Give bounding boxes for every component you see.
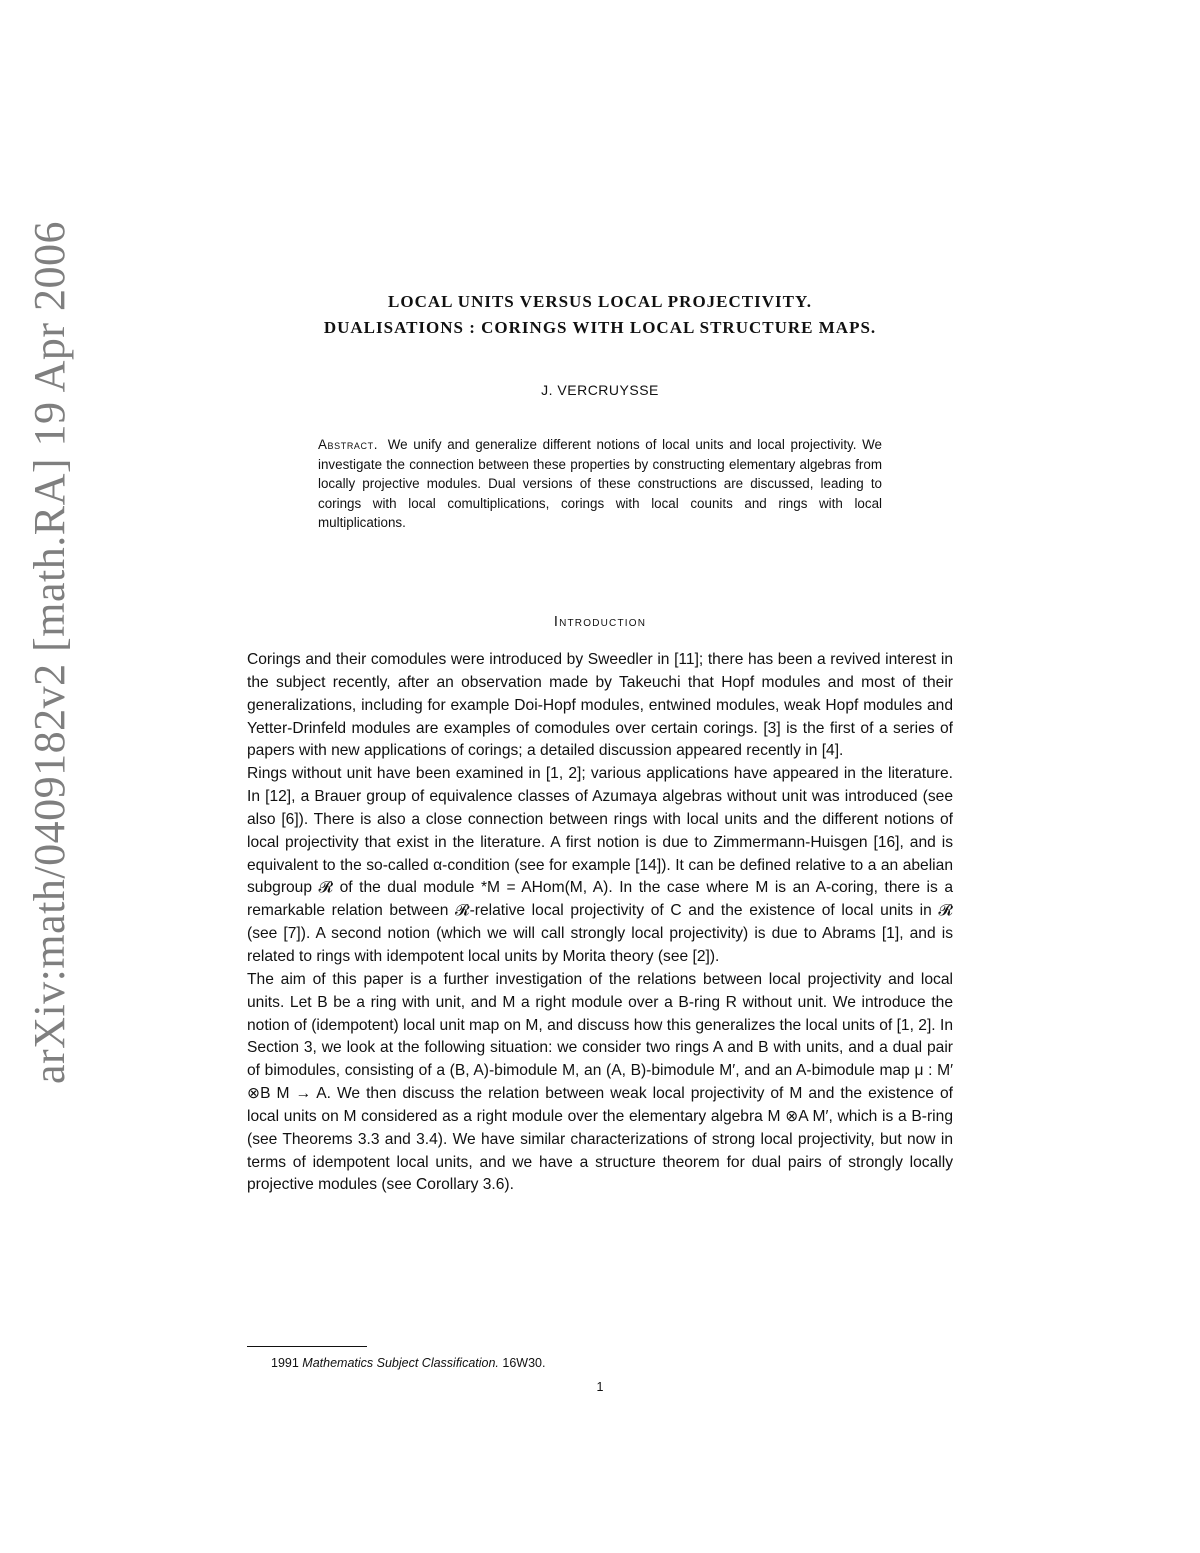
abstract-block — [318, 435, 882, 533]
paragraph-corings: Corings and their comodules were introduced by Sweedler in [11]; there has been a revived interest in the subject recently, after an observation made by Takeuchi that Hopf modules and most of their generalizations, including for example Doi-Hopf modules, entwined modules, weak Hopf modules and Yetter-Drinfeld modules are examples of comodules over certain corings. [3] is the first of a series of papers with new applications of corings; a detailed discussion appeared recently in [4]. — [247, 651, 953, 760]
section-heading-introduction: Introduction — [553, 614, 647, 630]
abstract-text: We unify and generalize different notions of local units and local projectivity. We investigate the connection between these properties by constructing elementary algebras from locally projective modules. Dual versions of these constructions are discussed, leading to corings with local comultiplications, corings with local counits and rings with local multiplications. — [318, 437, 882, 531]
footnote-msc — [271, 1356, 545, 1370]
introduction-body — [247, 649, 953, 1197]
paragraph-aim: The aim of this paper is a further investigation of the relations between local projectivity and local units. Let B be a ring with unit, and M a right module over a B-ring R without unit. We introduce the notion of (idempotent) local unit map on M, and discuss how this generalizes the local units of [1, 2]. In Section 3, we look at the following situation: we consider two rings A and B with units, and a dual pair of bimodules, consisting of a (B, A)-bimodule M, an (A, B)-bimodule M′, and an A-bimodule map μ : M′ ⊗B M → A. We then discuss the relation between weak local projectivity of M and the existence of local units on M considered as a right module over the elementary algebra M ⊗A M′, which is a B-ring (see Theorems 3.3 and 3.4). We have similar characterizations of strong local projectivity, but now in terms of idempotent local units, and we have a structure theorem for dual pairs of strongly locally projective modules (see Corollary 3.6). — [247, 970, 953, 1194]
paper-title-line-1: LOCAL UNITS VERSUS LOCAL PROJECTIVITY. — [388, 292, 812, 311]
footnote-code: 16W30. — [502, 1356, 546, 1370]
footnote-divider — [247, 1346, 367, 1347]
footnote-year: 1991 — [271, 1356, 299, 1370]
paper-title-line-2: DUALISATIONS : CORINGS WITH LOCAL STRUCTURE MAPS. — [323, 318, 877, 337]
paragraph-rings-without-unit: Rings without unit have been examined in [1, 2]; various applications have appeared in the literature. In [12], a Brauer group of equivalence classes of Azumaya algebras without unit was introduced (see also [6]). There is also a close connection between rings with local units and the different notions of local projectivity that exist in the literature. A first notion is due to Zimmermann-Huisgen [16], and is equivalent to the so-called α-condition (see for example [14]). It can be defined relative to a an abelian subgroup 𝓡 of the dual module *M = AHom(M, A). In the case where M is an A-coring, there is a remarkable relation between 𝓡-relative local projectivity of C and the existence of local units in 𝓡 (see [7]). A second notion (which we will call strongly local projectivity) is due to Abrams [1], and is related to rings with idempotent local units by Morita theory (see [2]). — [247, 765, 953, 965]
footnote-label: Mathematics Subject Classification. — [302, 1356, 499, 1370]
abstract-label: Abstract. — [318, 437, 379, 452]
page-number: 1 — [596, 1380, 604, 1394]
author-name: J. VERCRUYSSE — [541, 382, 659, 398]
arxiv-identifier-stamp: arXiv:math/0409182v2 [math.RA] 19 Apr 2006 — [25, 220, 74, 1084]
